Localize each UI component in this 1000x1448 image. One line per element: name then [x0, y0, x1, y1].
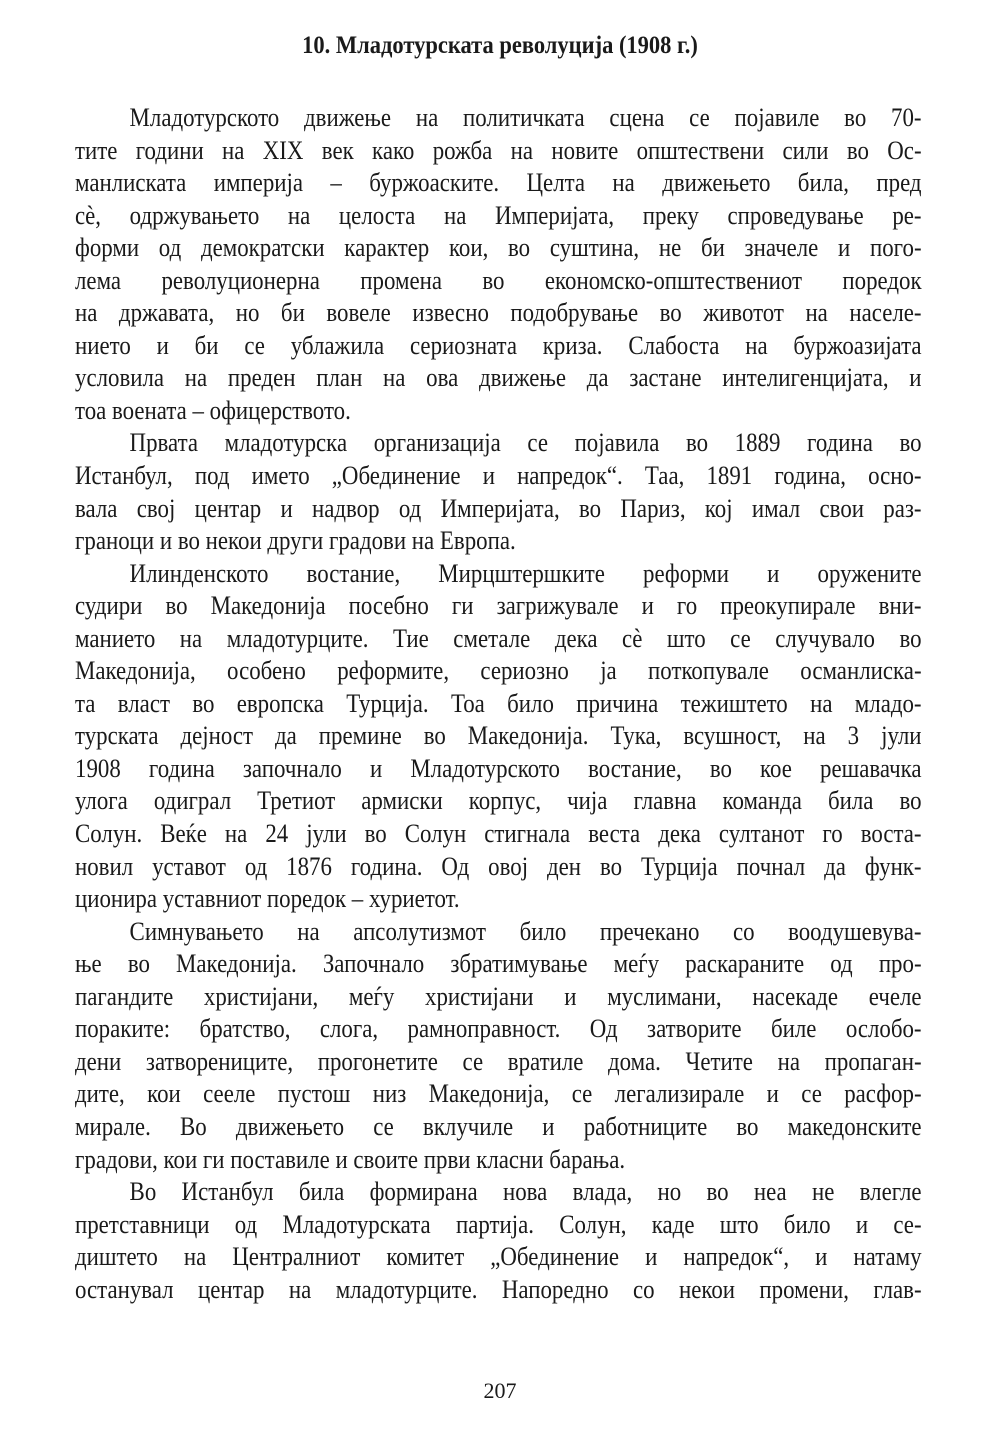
paragraph — [75, 102, 922, 427]
paragraph — [75, 1176, 922, 1306]
text-line: Солун. Веќе на 24 јули во Солун стигнала веста дека султанот го воста- — [75, 819, 922, 849]
paragraph — [75, 558, 922, 916]
text-line: нието и би се ублажила сериозната криза. Слабоста на буржоазијата — [75, 330, 922, 360]
text-line: Симнувањето на апсолутизмот било пречекано со воодушевува- — [129, 916, 922, 946]
text-line: граноци и во некои други градови на Европа. — [75, 526, 516, 556]
text-line: манлиската империја – буржоаските. Целта на движењето била, пред — [75, 168, 922, 198]
text-line: Македонија, особено реформите, сериозно ја поткопувале османлиска- — [75, 656, 922, 686]
text-line: улога одиграл Третиот армиски корпус, чија главна команда била во — [75, 786, 922, 816]
text-line: условила на преден план на ова движење да застане интелигенцијата, и — [75, 363, 922, 393]
text-line: турската дејност да премине во Македонија. Тука, всушност, на 3 јули — [75, 721, 922, 751]
text-line: тите години на XIX век како рожба на новите општествени сили во Ос- — [75, 135, 922, 165]
text-line: Во Истанбул била формирана нова влада, но во неа не влегле — [129, 1177, 922, 1207]
paragraph — [75, 427, 922, 557]
text-line: Илинденското востание, Мирцштершките реформи и оружените — [129, 558, 922, 588]
text-line: пораките: братство, слога, рамноправност. Од затворите биле ослобо- — [75, 1014, 922, 1044]
section-title: 10. Младотурската револуција (1908 г.) — [302, 32, 698, 59]
text-line: Младотурското движење на политичката сцена се појавиле во 70- — [129, 103, 922, 132]
body-text — [75, 102, 922, 1306]
text-line: Истанбул, под името „Обединение и напредок“. Таа, 1891 година, осно- — [75, 461, 922, 491]
text-line: лема револуционерна промена во економско-општествениот поредок — [75, 265, 922, 295]
text-line: форми од демократски карактер кои, во суштина, не би значеле и пого- — [75, 233, 922, 263]
text-line: дени затворениците, прогонетите се вратиле дома. Четите на пропаган- — [75, 1046, 922, 1076]
text-line: сè, одржувањето на целоста на Империјата, преку спроведување ре- — [75, 200, 922, 230]
text-line: судири во Македонија посебно ги загрижувале и го преокупирале вни- — [75, 591, 922, 621]
text-line: дите, кои сееле пустош низ Македонија, се легализирале и се расфор- — [75, 1079, 922, 1109]
text-line: новил уставот од 1876 година. Од овој ден во Турција почнал да функ- — [75, 851, 922, 881]
text-line: диштето на Централниот комитет „Обединение и напредок“, и натаму — [75, 1242, 922, 1272]
text-line: та власт во европска Турција. Тоа било причина тежиштето на младо- — [75, 688, 922, 718]
text-line: ционира уставниот поредок – хуриетот. — [75, 884, 460, 914]
text-line: претставници од Младотурската партија. Солун, каде што било и се- — [75, 1209, 922, 1239]
text-line: на државата, но би вовеле извесно подобрување во животот на населе- — [75, 298, 922, 328]
text-line: Првата младотурска организација се појавила во 1889 година во — [129, 428, 922, 458]
text-line: 1908 година започнало и Младотурското востание, во кое решавачка — [75, 753, 922, 783]
text-line: градови, кои ги поставиле и своите први класни барања. — [75, 1144, 626, 1174]
paragraph — [75, 916, 922, 1176]
text-line: ње во Македонија. Започнало збратимување меѓу раскараните од про- — [75, 949, 922, 979]
text-line: останувал центар на младотурците. Напоредно со некои промени, глав- — [75, 1274, 922, 1304]
text-line: тоа воената – офицерството. — [75, 395, 351, 425]
text-line: вала свој центар и надвор од Империјата, во Париз, кој имал свои раз- — [75, 493, 922, 523]
page-number: 207 — [483, 1378, 517, 1403]
text-line: пагандите христијани, меѓу христијани и муслимани, насекаде ечеле — [75, 981, 922, 1011]
text-line: мирале. Во движењето се вклучиле и работниците во македонските — [75, 1111, 922, 1141]
text-line: манието на младотурците. Тие сметале дека сè што се случувало во — [75, 623, 922, 653]
